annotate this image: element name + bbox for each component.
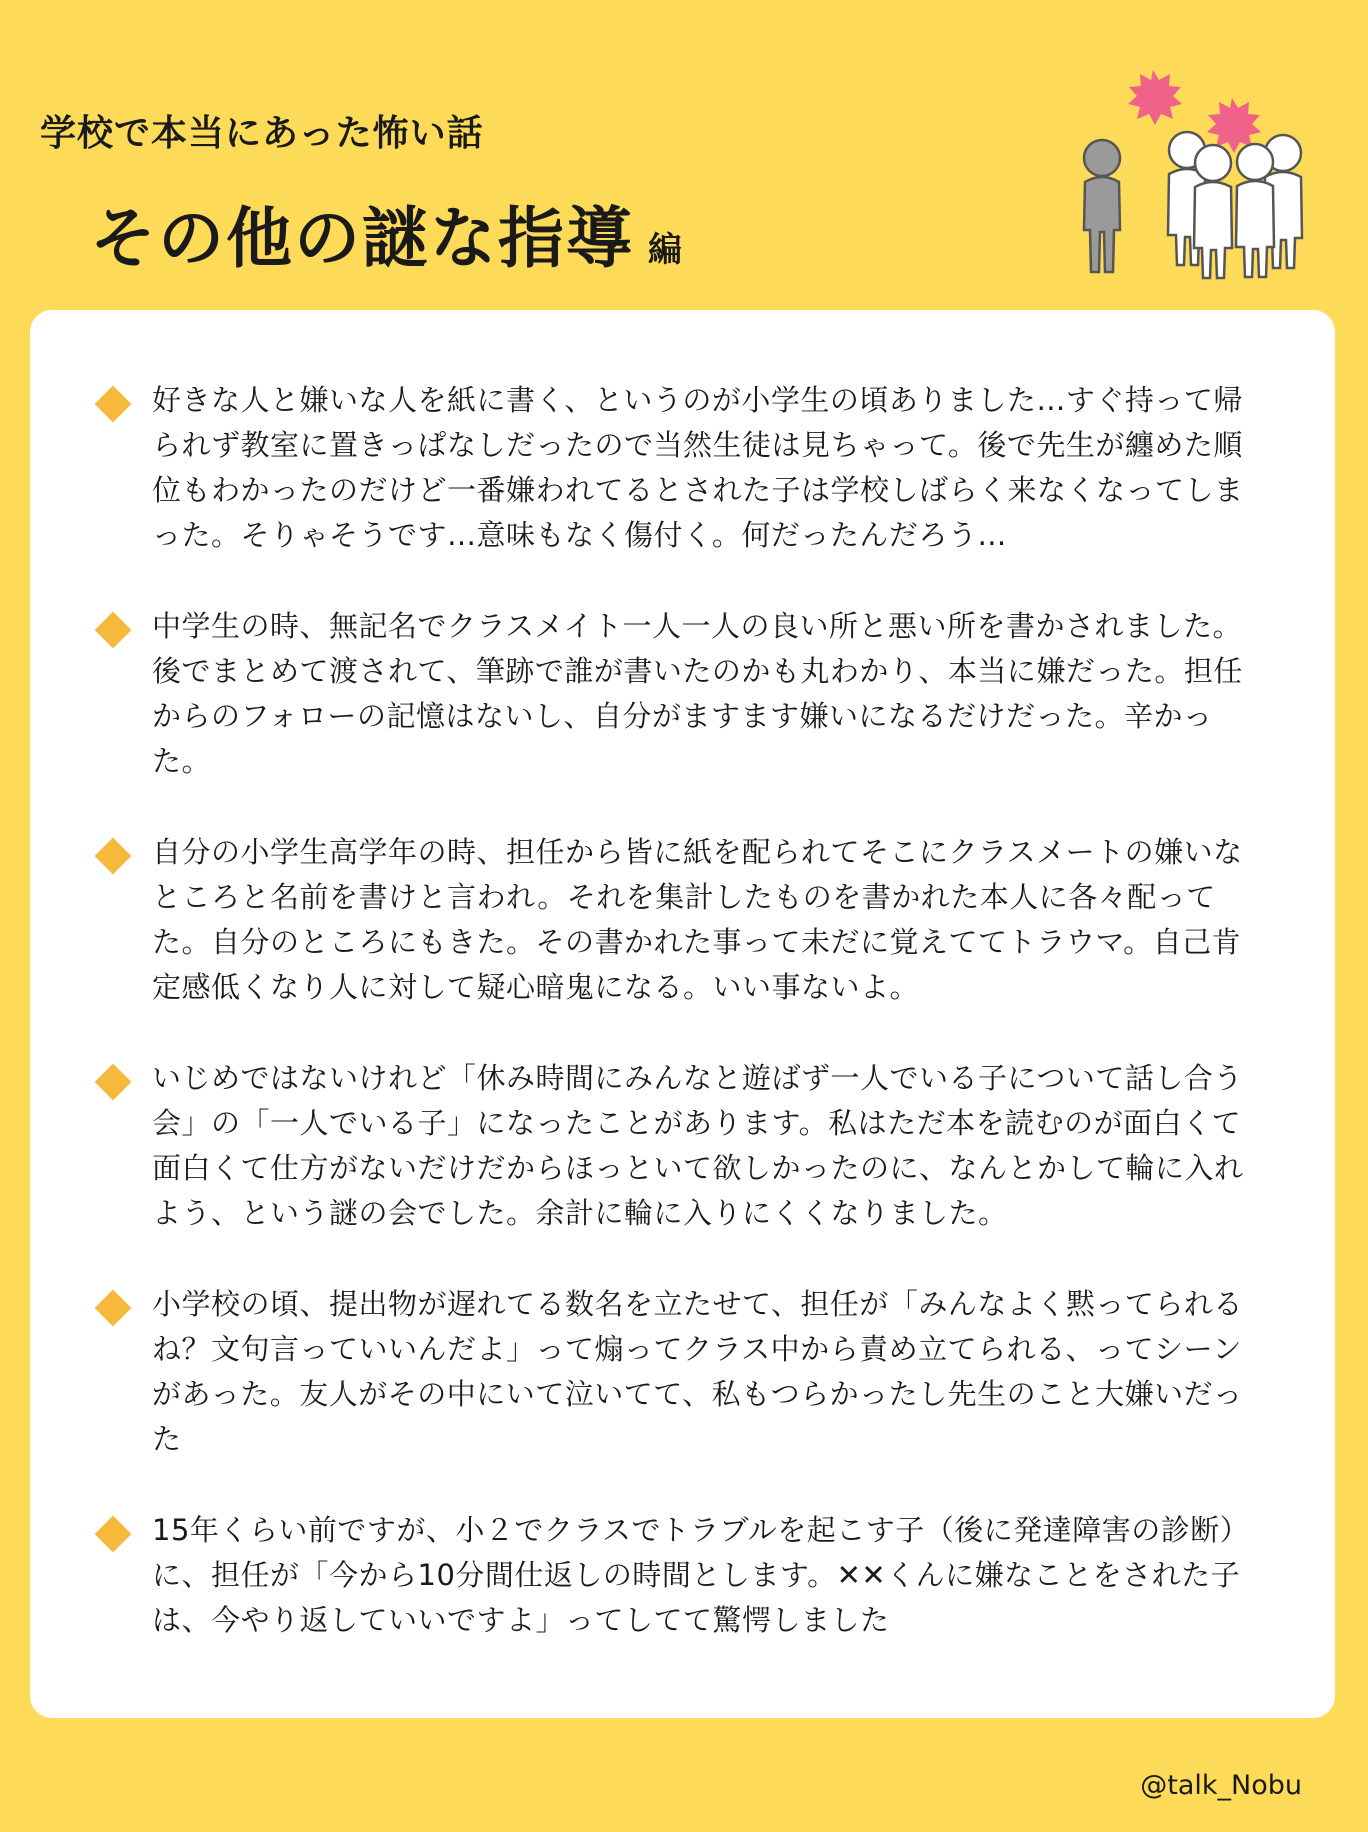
diamond-bullet-icon — [95, 386, 132, 423]
list-item — [90, 1508, 1265, 1643]
page-title-suffix: 編 — [648, 230, 684, 270]
diamond-bullet-icon — [95, 612, 132, 649]
diamond-bullet-icon — [95, 838, 132, 875]
diamond-bullet-icon — [95, 1290, 132, 1327]
page-title-text: その他の謎な指導 — [90, 200, 634, 277]
lone-person-figure — [1084, 140, 1120, 272]
isolated-person-illustration — [1065, 60, 1335, 290]
story-list — [30, 310, 1335, 1643]
story-text: いじめではないけれど「休み時間にみんなと遊ばず一人でいる子について話し合う会」の「一人でいる子」になったことがあります。私はただ本を読むのが面白くて面白くて仕方がないだけだからほっといて欲しかったのに、なんとかして輪に入れよう、という謎の会でした。余計に輪に入りにくくなりました。 — [152, 1061, 1244, 1230]
group-figures — [1168, 132, 1302, 278]
story-text: 小学校の頃、提出物が遅れてる数名を立たせて、担任が「みんなよく黙ってられるね？文句言っていいんだよ」って煽ってクラス中から責め立てられる、ってシーンがあった。友人がその中にいて泣いてて、私もつらかったし先生のこと大嫌いだった — [152, 1287, 1243, 1456]
page-title — [90, 185, 684, 280]
list-item — [90, 1282, 1265, 1462]
story-text: 中学生の時、無記名でクラスメイト一人一人の良い所と悪い所を書かされました。後でまとめて渡されて、筆跡で誰が書いたのかも丸わかり、本当に嫌だった。担任からのフォローの記憶はないし、自分がますます嫌いになるだけだった。辛かった。 — [152, 609, 1243, 778]
list-item — [90, 830, 1265, 1010]
story-text: 好きな人と嫌いな人を紙に書く、というのが小学生の頃ありました…すぐ持って帰られず教室に置きっぱなしだったので当然生徒は見ちゃって。後で先生が纏めた順位もわかったのだけど一番嫌われてるとされた子は学校しばらく来なくなってしまった。そりゃそうです…意味もなく傷付く。何だったんだろう… — [152, 383, 1244, 552]
list-item — [90, 604, 1265, 784]
story-text: 自分の小学生高学年の時、担任から皆に紙を配られてそこにクラスメートの嫌いなところと名前を書けと言われ。それを集計したものを書かれた本人に各々配ってた。自分のところにもきた。その書かれた事って未だに覚えててトラウマ。自己肯定感低くなり人に対して疑心暗鬼になる。いい事ないよ。 — [152, 835, 1243, 1004]
list-item — [90, 1056, 1265, 1236]
story-text: 15年くらい前ですが、小２でクラスでトラブルを起こす子（後に発達障害の診断）に、担任が「今から10分間仕返しの時間とします。✕✕くんに嫌なことをされた子は、今やり返していいですよ」ってしてて驚愕しました — [152, 1513, 1250, 1637]
diamond-bullet-icon — [95, 1516, 132, 1553]
diamond-bullet-icon — [95, 1064, 132, 1101]
content-card — [30, 310, 1335, 1718]
author-credit: @talk_Nobu — [1140, 1770, 1302, 1801]
anger-burst-icon — [1128, 70, 1182, 125]
subtitle: 学校で本当にあった怖い話 — [40, 113, 484, 154]
list-item — [90, 378, 1265, 558]
